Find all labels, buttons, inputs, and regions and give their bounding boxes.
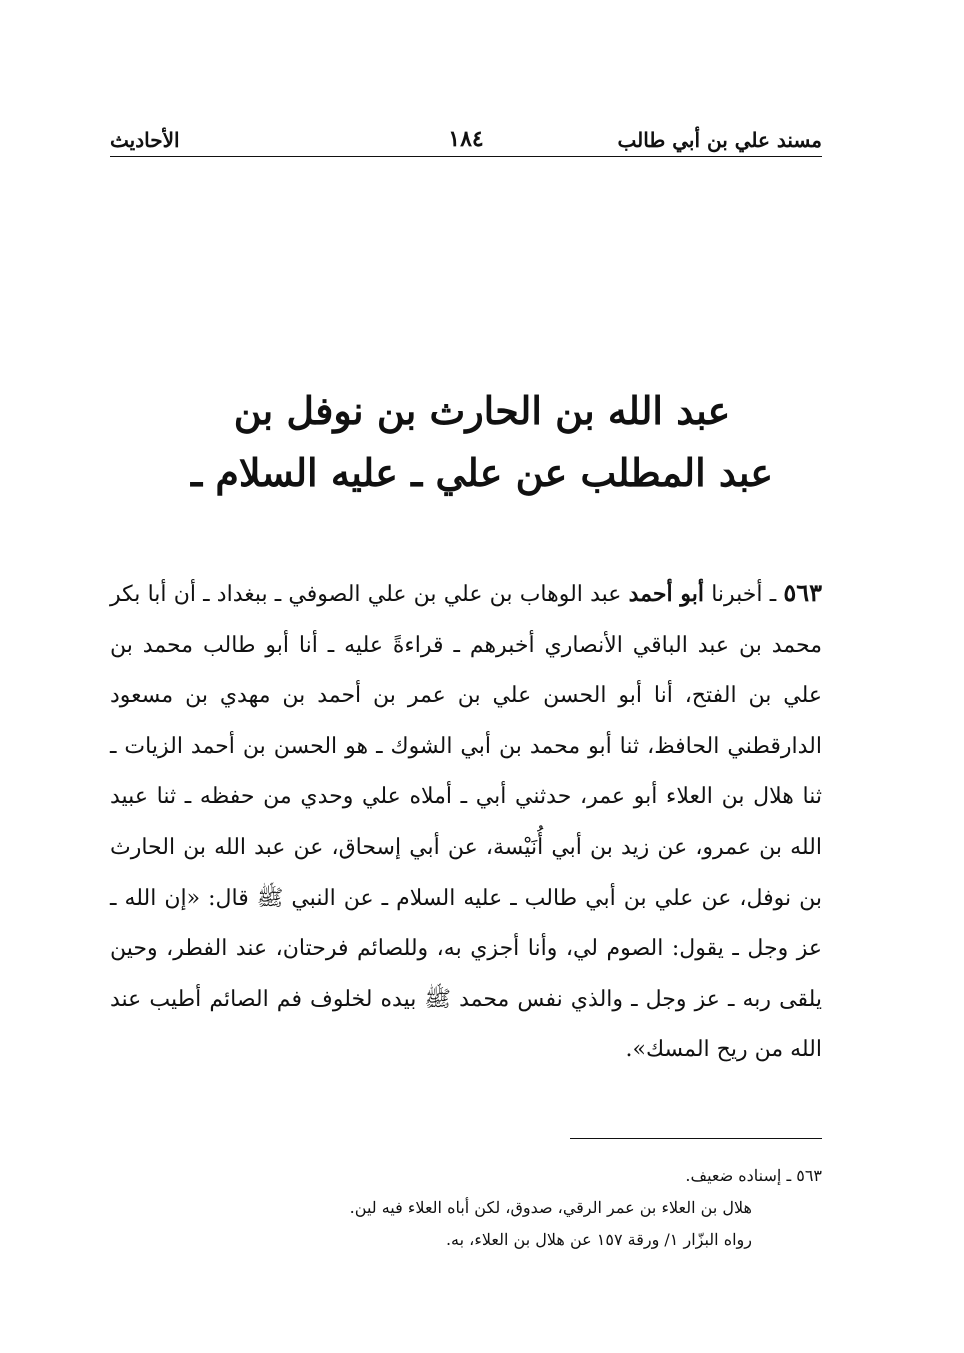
footnote-divider: [570, 1138, 822, 1139]
chapter-title: [140, 380, 824, 504]
page-header: [110, 124, 822, 160]
book-title: مسند علي بن أبي طالب: [617, 128, 822, 152]
hadith-narrator: أبو أحمد: [628, 581, 705, 607]
footnote-line: رواه البزّار ١/ ورقة ١٥٧ عن هلال بن العلاء، به.: [445, 1230, 752, 1249]
chapter-title-line-2: عبد المطلب عن علي ـ عليه السلام ـ: [191, 450, 773, 495]
header-divider: [110, 156, 822, 157]
footnotes: [110, 1160, 822, 1256]
hadith-paragraph: [110, 568, 822, 1076]
footnote-line: هلال بن العلاء بن عمر الرقي، صدوق، لكن أباه العلاء فيه لين.: [349, 1198, 752, 1217]
footnote-line: ٥٦٣ ـ إسناده ضعيف.: [685, 1166, 822, 1185]
chapter-title-line-1: عبد الله بن الحارث بن نوفل بن: [233, 388, 731, 433]
section-title: الأحاديث: [110, 128, 180, 152]
hadith-prefix: ـ أخبرنا: [704, 582, 784, 607]
page-number: ١٨٤: [448, 126, 484, 152]
hadith-number: ٥٦٣: [783, 578, 822, 607]
hadith-body: عبد الوهاب بن علي بن علي الصوفي ـ ببغداد ـ أن أبا بكر محمد بن عبد الباقي الأنصاري أخبرهم ـ قراءةً عليه ـ أنا أبو طالب محمد بن علي بن الفتح، أنا أبو الحسن علي بن عمر بن أحمد بن مهدي بن مسعود الدارقطني الحافظ، ثنا أبو محمد بن أبي الشوك ـ هو الحسن بن أحمد الزيات ـ ثنا هلال بن العلاء أبو عمر، حدثني أبي ـ أملاه علي وحدي من حفظه ـ ثنا عبيد الله بن عمرو، عن زيد بن أبي أُنَيْسة، عن أبي إسحاق، عن عبد الله بن الحارث بن نوفل، عن علي بن أبي طالب ـ عليه السلام ـ عن النبي ﷺ قال: «إن الله ـ عز وجل ـ يقول: الصوم لي، وأنا أجزي به، وللصائم فرحتان، عند الفطر، وحين يلقى ربه ـ عز وجل ـ والذي نفس محمد ﷺ بيده لخلوف فم الصائم أطيب عند الله من ريح المسك».: [110, 582, 822, 1063]
